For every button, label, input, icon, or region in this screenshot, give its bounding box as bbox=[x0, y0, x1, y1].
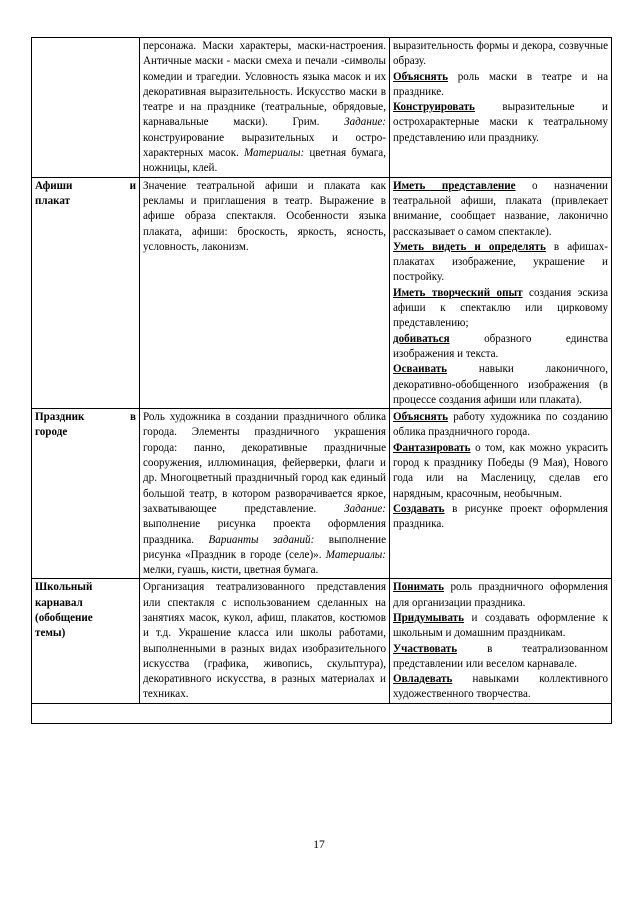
action-verb: Объяснять bbox=[393, 411, 449, 424]
text-segment: Организация театрализованного представления или спектакля с использованием сделанных на занятиях масок, кукол, афиш, плакатов, костюмов и т.д. Украшение класса или школы работами, выполненными в разных видах изобразительного искусства (графика, живопись, скульптура), декоративного искусства, в разных материалах и техниках. bbox=[143, 581, 386, 701]
action-verb: Овладевать bbox=[393, 673, 453, 686]
text-segment: работу художника по созданию облика праздничного города. bbox=[393, 411, 608, 439]
activities-cell bbox=[390, 579, 612, 703]
text-segment: создания эскиза афиши к спектаклю или цирковому представлению; bbox=[393, 286, 608, 330]
topic-cell bbox=[32, 177, 140, 408]
topic-line: плакат bbox=[35, 194, 71, 207]
content-cell bbox=[140, 409, 390, 579]
action-verb: Уметь видеть и определять bbox=[393, 240, 546, 253]
activities-cell bbox=[390, 177, 612, 408]
text-segment: мелки, гуашь, кисти, цветная бумага. bbox=[143, 564, 319, 577]
text-segment: выразительность формы и декора, созвучные образу. bbox=[393, 40, 608, 68]
topic-line: Афиши и bbox=[35, 179, 136, 192]
content-cell bbox=[140, 177, 390, 408]
action-verb: добиваться bbox=[393, 332, 450, 345]
text-segment: роль праздничного оформления для организации праздника. bbox=[393, 581, 608, 609]
text-segment: Значение театральной афиши и плаката как рекламы и приглашения в театр. Выражение в афише образа спектакля. Особенности языка плаката, афиши: броскость, яркость, ясность, условность, лаконизм. bbox=[143, 179, 386, 253]
italic-label: Материалы: bbox=[243, 147, 305, 160]
topic-line: Школьный bbox=[35, 581, 93, 594]
text-segment: в театрализованном представлении или веселом карнавале. bbox=[393, 642, 608, 670]
text-segment: выполнение рисунка «Праздник в городе (селе)». bbox=[143, 533, 386, 561]
activities-cell bbox=[390, 409, 612, 579]
text-segment: навыки лаконичного, декоративно-обобщенного изображения (в процессе создания афиши или плаката). bbox=[393, 363, 608, 406]
text-segment: Роль художника в создании праздничного облика города. Элементы праздничного украшения города: панно, декоративные праздничные сооружения, иллюминация, фейерверки, флаги и др. Многоцветный праздничный город как единый большой театр, в котором разворачивается яркое, захватывающее представление. bbox=[143, 411, 386, 515]
topic-line: городе bbox=[35, 426, 68, 439]
action-verb: Иметь творческий опыт bbox=[393, 286, 523, 299]
text-segment: навыками коллективного художественного творчества. bbox=[393, 673, 608, 701]
text-segment: и создавать оформление к школьным и домашним праздникам. bbox=[393, 611, 608, 640]
text-segment: персонажа. Маски характеры, маски-настроения. Античные маски - маски смеха и печали -символы комедии и трагедии. Условность языка масок и их декоративная выразительность. Искусство маски в театре и на празднике (театральные, обрядовые, карнавальные маски). Грим. bbox=[143, 40, 386, 129]
table-row bbox=[32, 177, 612, 408]
action-verb: Конструировать bbox=[393, 101, 475, 114]
curriculum-table bbox=[31, 37, 612, 724]
topic-cell bbox=[32, 38, 140, 178]
content-cell bbox=[140, 38, 390, 178]
document-page bbox=[31, 37, 611, 724]
text-segment: цветная бумага, ножницы, клей. bbox=[143, 147, 386, 175]
text-segment: в рисунке проект оформления праздника. bbox=[393, 502, 608, 531]
table-row bbox=[32, 409, 612, 579]
topic-line: (обобщение bbox=[35, 611, 93, 624]
italic-label: Варианты заданий: bbox=[208, 533, 315, 546]
topic-cell bbox=[32, 409, 140, 579]
text-segment: выразительные и острохарактерные маски к театральному представлению или празднику. bbox=[393, 101, 608, 144]
text-segment: образного единства изображения и текста. bbox=[393, 332, 608, 360]
content-cell bbox=[140, 579, 390, 703]
topic-line: карнавал bbox=[35, 596, 83, 609]
page-number: 17 bbox=[313, 839, 325, 851]
text-segment: о назначении театральной афиши, плаката (привлекает внимание, сообщает название, лаконично рассказывает о самом спектакле). bbox=[393, 179, 608, 238]
action-verb: Создавать bbox=[393, 502, 445, 515]
action-verb: Осваивать bbox=[393, 363, 448, 376]
topic-line: темы) bbox=[35, 627, 66, 640]
text-segment: конструирование выразительных и острохарактерных масок. bbox=[143, 131, 386, 160]
italic-label: Материалы: bbox=[325, 548, 386, 561]
text-segment: роль маски в театре и на празднике. bbox=[393, 70, 608, 98]
table-row bbox=[32, 579, 612, 703]
action-verb: Участвовать bbox=[393, 642, 458, 655]
action-verb: Понимать bbox=[393, 581, 445, 594]
table-row bbox=[32, 38, 612, 178]
text-segment: в афишах-плакатах изображение, украшение и постройку. bbox=[393, 240, 608, 284]
empty-cell bbox=[32, 703, 612, 723]
text-segment: выполнение рисунка проекта оформления праздника. bbox=[143, 518, 386, 546]
text-segment: о том, как можно украсить город к празднику Победы (9 Мая), Нового года или на Масленицу, сделав его нарядным, красочным, необычным. bbox=[393, 441, 608, 500]
italic-label: Задание: bbox=[344, 502, 386, 515]
action-verb: Придумывать bbox=[393, 611, 464, 624]
italic-label: Задание: bbox=[344, 116, 386, 129]
activities-cell bbox=[390, 38, 612, 178]
empty-row bbox=[32, 703, 612, 723]
action-verb: Объяснять bbox=[393, 70, 449, 83]
action-verb: Иметь представление bbox=[393, 179, 516, 192]
action-verb: Фантазировать bbox=[393, 441, 471, 454]
topic-cell bbox=[32, 579, 140, 703]
topic-line: Праздник в bbox=[35, 411, 136, 424]
